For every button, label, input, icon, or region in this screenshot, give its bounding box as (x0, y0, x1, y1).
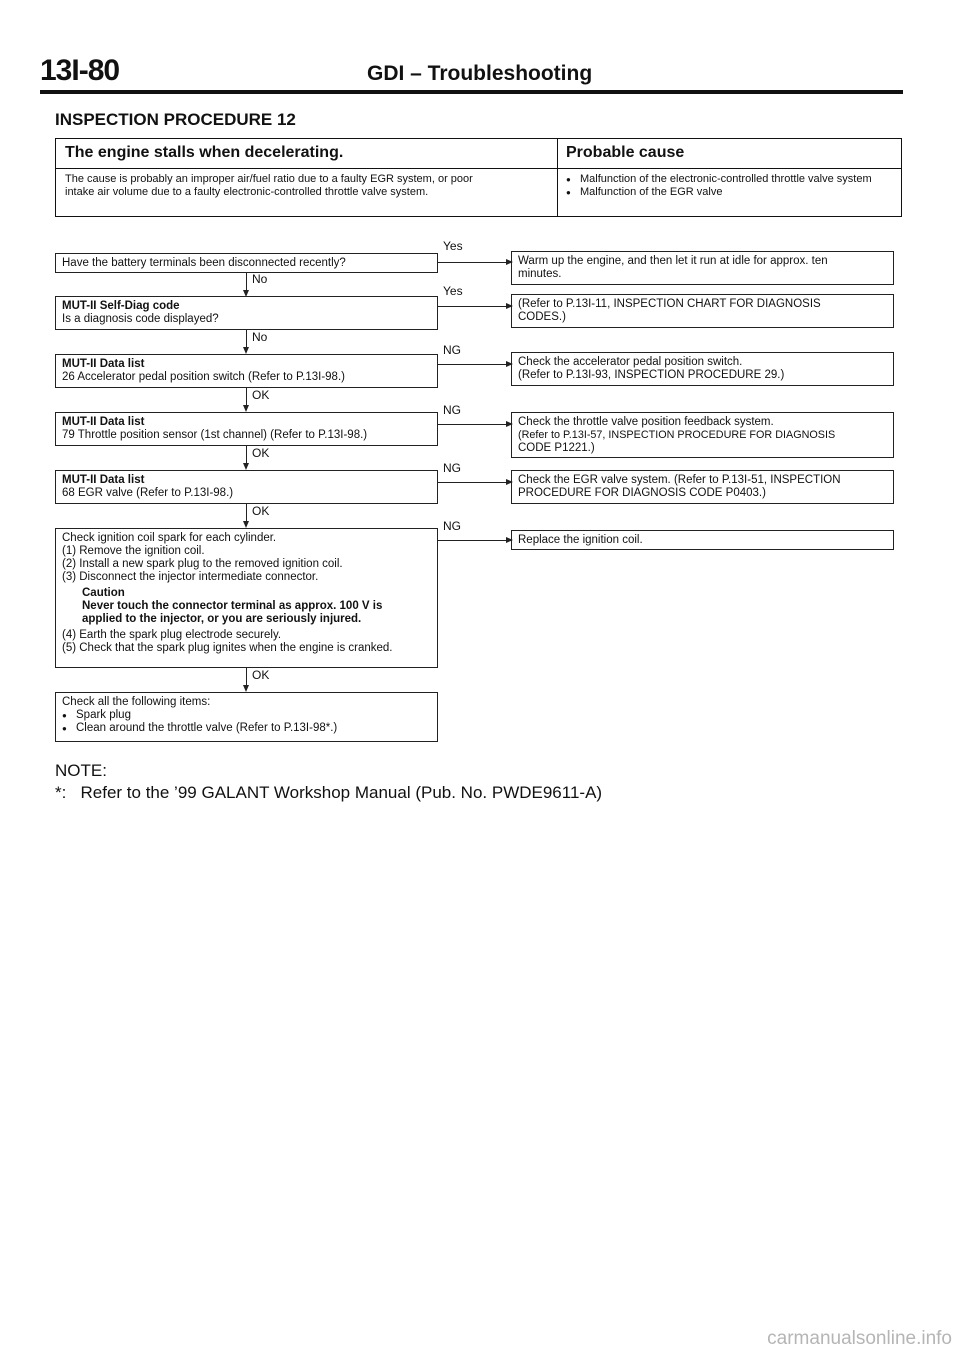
caution-text: applied to the injector, or you are seriously injured. (82, 613, 362, 625)
branch-label-ng: NG (443, 519, 461, 533)
note-title: NOTE: (55, 761, 107, 780)
step-text: (4) Earth the spark plug electrode securely. (62, 629, 282, 641)
step-self-diag (55, 296, 438, 330)
flow-arrow-down (246, 504, 247, 526)
watermark: carmanualsonline.info (767, 1328, 952, 1349)
procedure-title: INSPECTION PROCEDURE 12 (55, 110, 296, 129)
flow-label-ok: OK (252, 388, 270, 402)
result-text: CODES.) (518, 311, 566, 323)
result-diagnosis-codes (511, 294, 894, 328)
table-column-divider (557, 139, 558, 216)
section-title: GDI – Troubleshooting (367, 62, 593, 85)
result-throttle-feedback (511, 412, 894, 458)
flow-arrow-down (246, 388, 247, 410)
result-text: Check the EGR valve system. (Refer to P.13I-51, INSPECTION (518, 474, 841, 486)
symptom-description (65, 173, 553, 199)
probable-cause-list (566, 173, 896, 199)
step-text: 26 Accelerator pedal position switch (Refer to P.13I-98.) (62, 371, 345, 383)
flow-label-ok: OK (252, 446, 270, 460)
flow-arrow-down (246, 668, 247, 690)
note-text: *: Refer to the ’99 GALANT Workshop Manual (Pub. No. PWDE9611-A) (55, 783, 603, 802)
symptom-line: The cause is probably an improper air/fuel ratio due to a faulty EGR system, or poor (65, 173, 473, 185)
step-text: (1) Remove the ignition coil. (62, 545, 205, 557)
result-text: Check the throttle valve position feedback system. (518, 416, 774, 428)
result-text: Warm up the engine, and then let it run at idle for approx. ten (518, 255, 828, 267)
step-text: 79 Throttle position sensor (1st channel) (Refer to P.13I-98.) (62, 429, 368, 441)
cause-item: ● Malfunction of the electronic-controlled throttle valve system (566, 173, 896, 186)
caution-title: Caution (82, 587, 125, 599)
step-text: Check all the following items: (62, 696, 211, 708)
caution-text: Never touch the connector terminal as approx. 100 V is (82, 600, 383, 612)
branch-label-yes: Yes (443, 284, 463, 298)
flow-label-ok: OK (252, 504, 270, 518)
step-text: Is a diagnosis code displayed? (62, 313, 219, 325)
flow-label-no: No (252, 330, 268, 344)
result-warm-up (511, 251, 894, 285)
branch-label-ng: NG (443, 461, 461, 475)
table-header-divider (56, 168, 901, 169)
result-text: (Refer to P.13I-57, INSPECTION PROCEDURE FOR DIAGNOSIS (518, 429, 836, 441)
flow-label-ok: OK (252, 668, 270, 682)
step-title: MUT-II Data list (62, 474, 145, 486)
step-text: (3) Disconnect the injector intermediate connector. (62, 571, 319, 583)
summary-table (55, 138, 902, 217)
branch-arrow (438, 482, 511, 483)
result-egr-check (511, 470, 894, 504)
branch-arrow (438, 424, 511, 425)
symptom-line: intake air volume due to a faulty electronic-controlled throttle valve system. (65, 186, 429, 198)
step-text: (5) Check that the spark plug ignites when the engine is cranked. (62, 642, 393, 654)
result-text: Replace the ignition coil. (518, 534, 643, 546)
caution-block (62, 587, 431, 626)
step-text: Have the battery terminals been disconnected recently? (62, 257, 346, 269)
branch-arrow (438, 306, 511, 307)
step-throttle-sensor (55, 412, 438, 446)
result-text: Check the accelerator pedal position switch. (518, 356, 743, 368)
page-number: 13I-80 (40, 54, 120, 87)
result-text: PROCEDURE FOR DIAGNOSIS CODE P0403.) (518, 487, 766, 499)
step-text: (2) Install a new spark plug to the removed ignition coil. (62, 558, 343, 570)
header-rule (40, 90, 903, 94)
step-battery-check (55, 253, 438, 273)
step-ignition-spark (55, 528, 438, 668)
step-title: MUT-II Data list (62, 358, 145, 370)
result-replace-coil (511, 530, 894, 550)
flow-label-no: No (252, 272, 268, 286)
step-check-items (55, 692, 438, 742)
step-egr-valve (55, 470, 438, 504)
result-accelerator-check (511, 352, 894, 386)
step-title: MUT-II Data list (62, 416, 145, 428)
symptom-header: The engine stalls when decelerating. (65, 144, 344, 161)
result-text: (Refer to P.13I-11, INSPECTION CHART FOR DIAGNOSIS (518, 298, 821, 310)
result-text: minutes. (518, 268, 562, 280)
branch-arrow (438, 262, 511, 263)
step-text: 68 EGR valve (Refer to P.13I-98.) (62, 487, 234, 499)
check-item: ● Clean around the throttle valve (Refer to P.13I-98*.) (62, 722, 431, 735)
step-title: MUT-II Self-Diag code (62, 300, 180, 312)
flow-arrow-down (246, 330, 247, 352)
result-text: CODE P1221.) (518, 442, 595, 454)
branch-label-ng: NG (443, 403, 461, 417)
probable-cause-header: Probable cause (566, 144, 685, 161)
step-text: Check ignition coil spark for each cylinder. (62, 532, 277, 544)
check-item: ● Spark plug (62, 709, 431, 722)
flow-arrow-down (246, 446, 247, 468)
branch-arrow (438, 540, 511, 541)
branch-arrow (438, 364, 511, 365)
step-accelerator-switch (55, 354, 438, 388)
cause-item: ● Malfunction of the EGR valve (566, 186, 896, 199)
flow-arrow-down (246, 273, 247, 295)
result-text: (Refer to P.13I-93, INSPECTION PROCEDURE 29.) (518, 369, 785, 381)
branch-label-ng: NG (443, 343, 461, 357)
branch-label-yes: Yes (443, 239, 463, 253)
